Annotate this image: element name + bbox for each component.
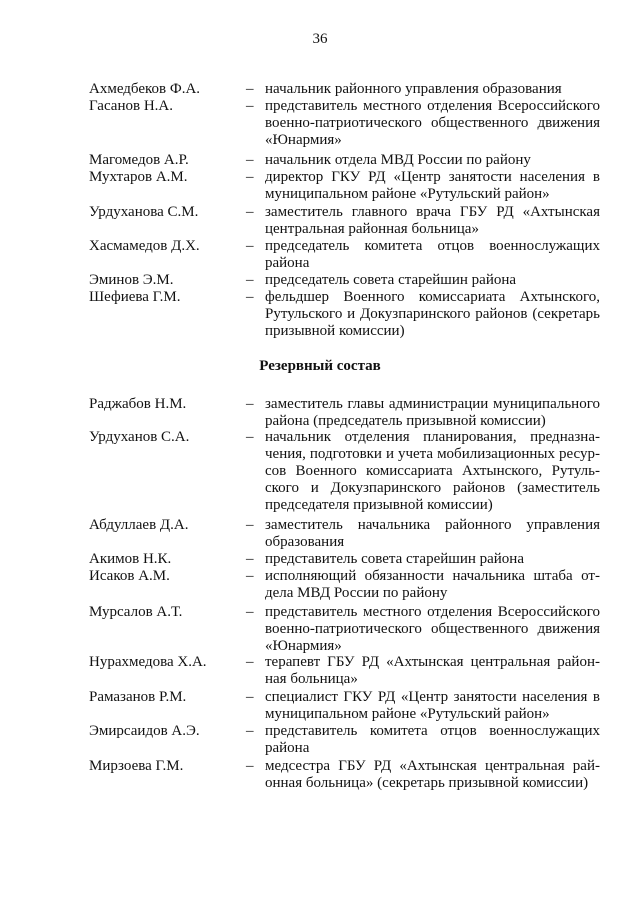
page-number: 36	[312, 31, 328, 47]
member-dash: –	[246, 551, 254, 567]
member-role: представитель совета старейшин района	[265, 551, 524, 567]
member-dash: –	[246, 568, 254, 584]
member-dash: –	[246, 152, 254, 168]
member-role: терапевт ГБУ РД «Ахтынская центральная районная больница»	[265, 654, 600, 687]
section-heading-reserve: Резервный состав	[259, 358, 381, 374]
member-role: исполняющий обязанности начальника штаба отдела МВД России по району	[265, 568, 600, 601]
member-role: председатель комитета отцов военнослужащих района	[265, 238, 600, 271]
member-dash: –	[246, 272, 254, 288]
member-name: Мурсалов А.Т.	[89, 604, 183, 620]
member-role: представитель местного отделения Всероссийского военно-патриотического общественного движения «Юнармия»	[265, 98, 600, 148]
member-name: Мирзоева Г.М.	[89, 758, 184, 774]
member-dash: –	[246, 204, 254, 220]
member-name: Акимов Н.К.	[89, 551, 172, 567]
member-role: начальник отделения планирования, предназначения, подготовки и учета мобилизационных ресурсов Военного комиссариата Ахтынского, Рутульского и Докузпаринского районов (заместитель председателя призывной комиссии)	[265, 429, 600, 513]
member-role: заместитель главного врача ГБУ РД «Ахтынская центральная районная больница»	[265, 204, 600, 237]
member-dash: –	[246, 723, 254, 739]
member-role: директор ГКУ РД «Центр занятости населения в муниципальном районе «Рутульский район»	[265, 169, 600, 202]
member-name: Урдуханова С.М.	[89, 204, 199, 220]
member-role: председатель совета старейшин района	[265, 272, 517, 288]
member-dash: –	[246, 517, 254, 533]
member-name: Магомедов А.Р.	[89, 152, 189, 168]
member-role: представитель комитета отцов военнослужащих района	[265, 723, 600, 756]
member-role: заместитель начальника районного управления образования	[265, 517, 600, 550]
member-role: заместитель главы администрации муниципального района (председатель призывной комиссии)	[265, 396, 600, 429]
member-dash: –	[246, 81, 254, 97]
member-name: Раджабов Н.М.	[89, 396, 187, 412]
member-name: Исаков А.М.	[89, 568, 170, 584]
member-role: представитель местного отделения Всероссийского военно-патриотического общественного движения «Юнармия»	[265, 604, 600, 654]
member-dash: –	[246, 604, 254, 620]
member-dash: –	[246, 169, 254, 185]
member-dash: –	[246, 689, 254, 705]
member-role: медсестра ГБУ РД «Ахтынская центральная районная больница» (секретарь призывной комиссии)	[265, 758, 600, 791]
member-name: Мухтаров А.М.	[89, 169, 188, 185]
member-name: Хасмамедов Д.Х.	[89, 238, 200, 254]
member-dash: –	[246, 396, 254, 412]
member-dash: –	[246, 238, 254, 254]
member-name: Абдуллаев Д.А.	[89, 517, 189, 533]
member-name: Нурахмедова Х.А.	[89, 654, 207, 670]
member-role: фельдшер Военного комиссариата Ахтынского, Рутульского и Докузпаринского районов (секретарь призывной комиссии)	[265, 289, 600, 339]
member-dash: –	[246, 654, 254, 670]
member-name: Эминов Э.М.	[89, 272, 174, 288]
member-name: Рамазанов Р.М.	[89, 689, 187, 705]
member-dash: –	[246, 758, 254, 774]
member-dash: –	[246, 429, 254, 445]
member-name: Урдуханов С.А.	[89, 429, 190, 445]
member-dash: –	[246, 98, 254, 114]
member-dash: –	[246, 289, 254, 305]
member-name: Гасанов Н.А.	[89, 98, 173, 114]
member-name: Эмирсаидов А.Э.	[89, 723, 200, 739]
member-name: Ахмедбеков Ф.А.	[89, 81, 201, 97]
member-role: начальник отдела МВД России по району	[265, 152, 531, 168]
member-name: Шефиева Г.М.	[89, 289, 181, 305]
member-role: начальник районного управления образования	[265, 81, 562, 97]
member-role: специалист ГКУ РД «Центр занятости населения в муниципальном районе «Рутульский район»	[265, 689, 600, 722]
